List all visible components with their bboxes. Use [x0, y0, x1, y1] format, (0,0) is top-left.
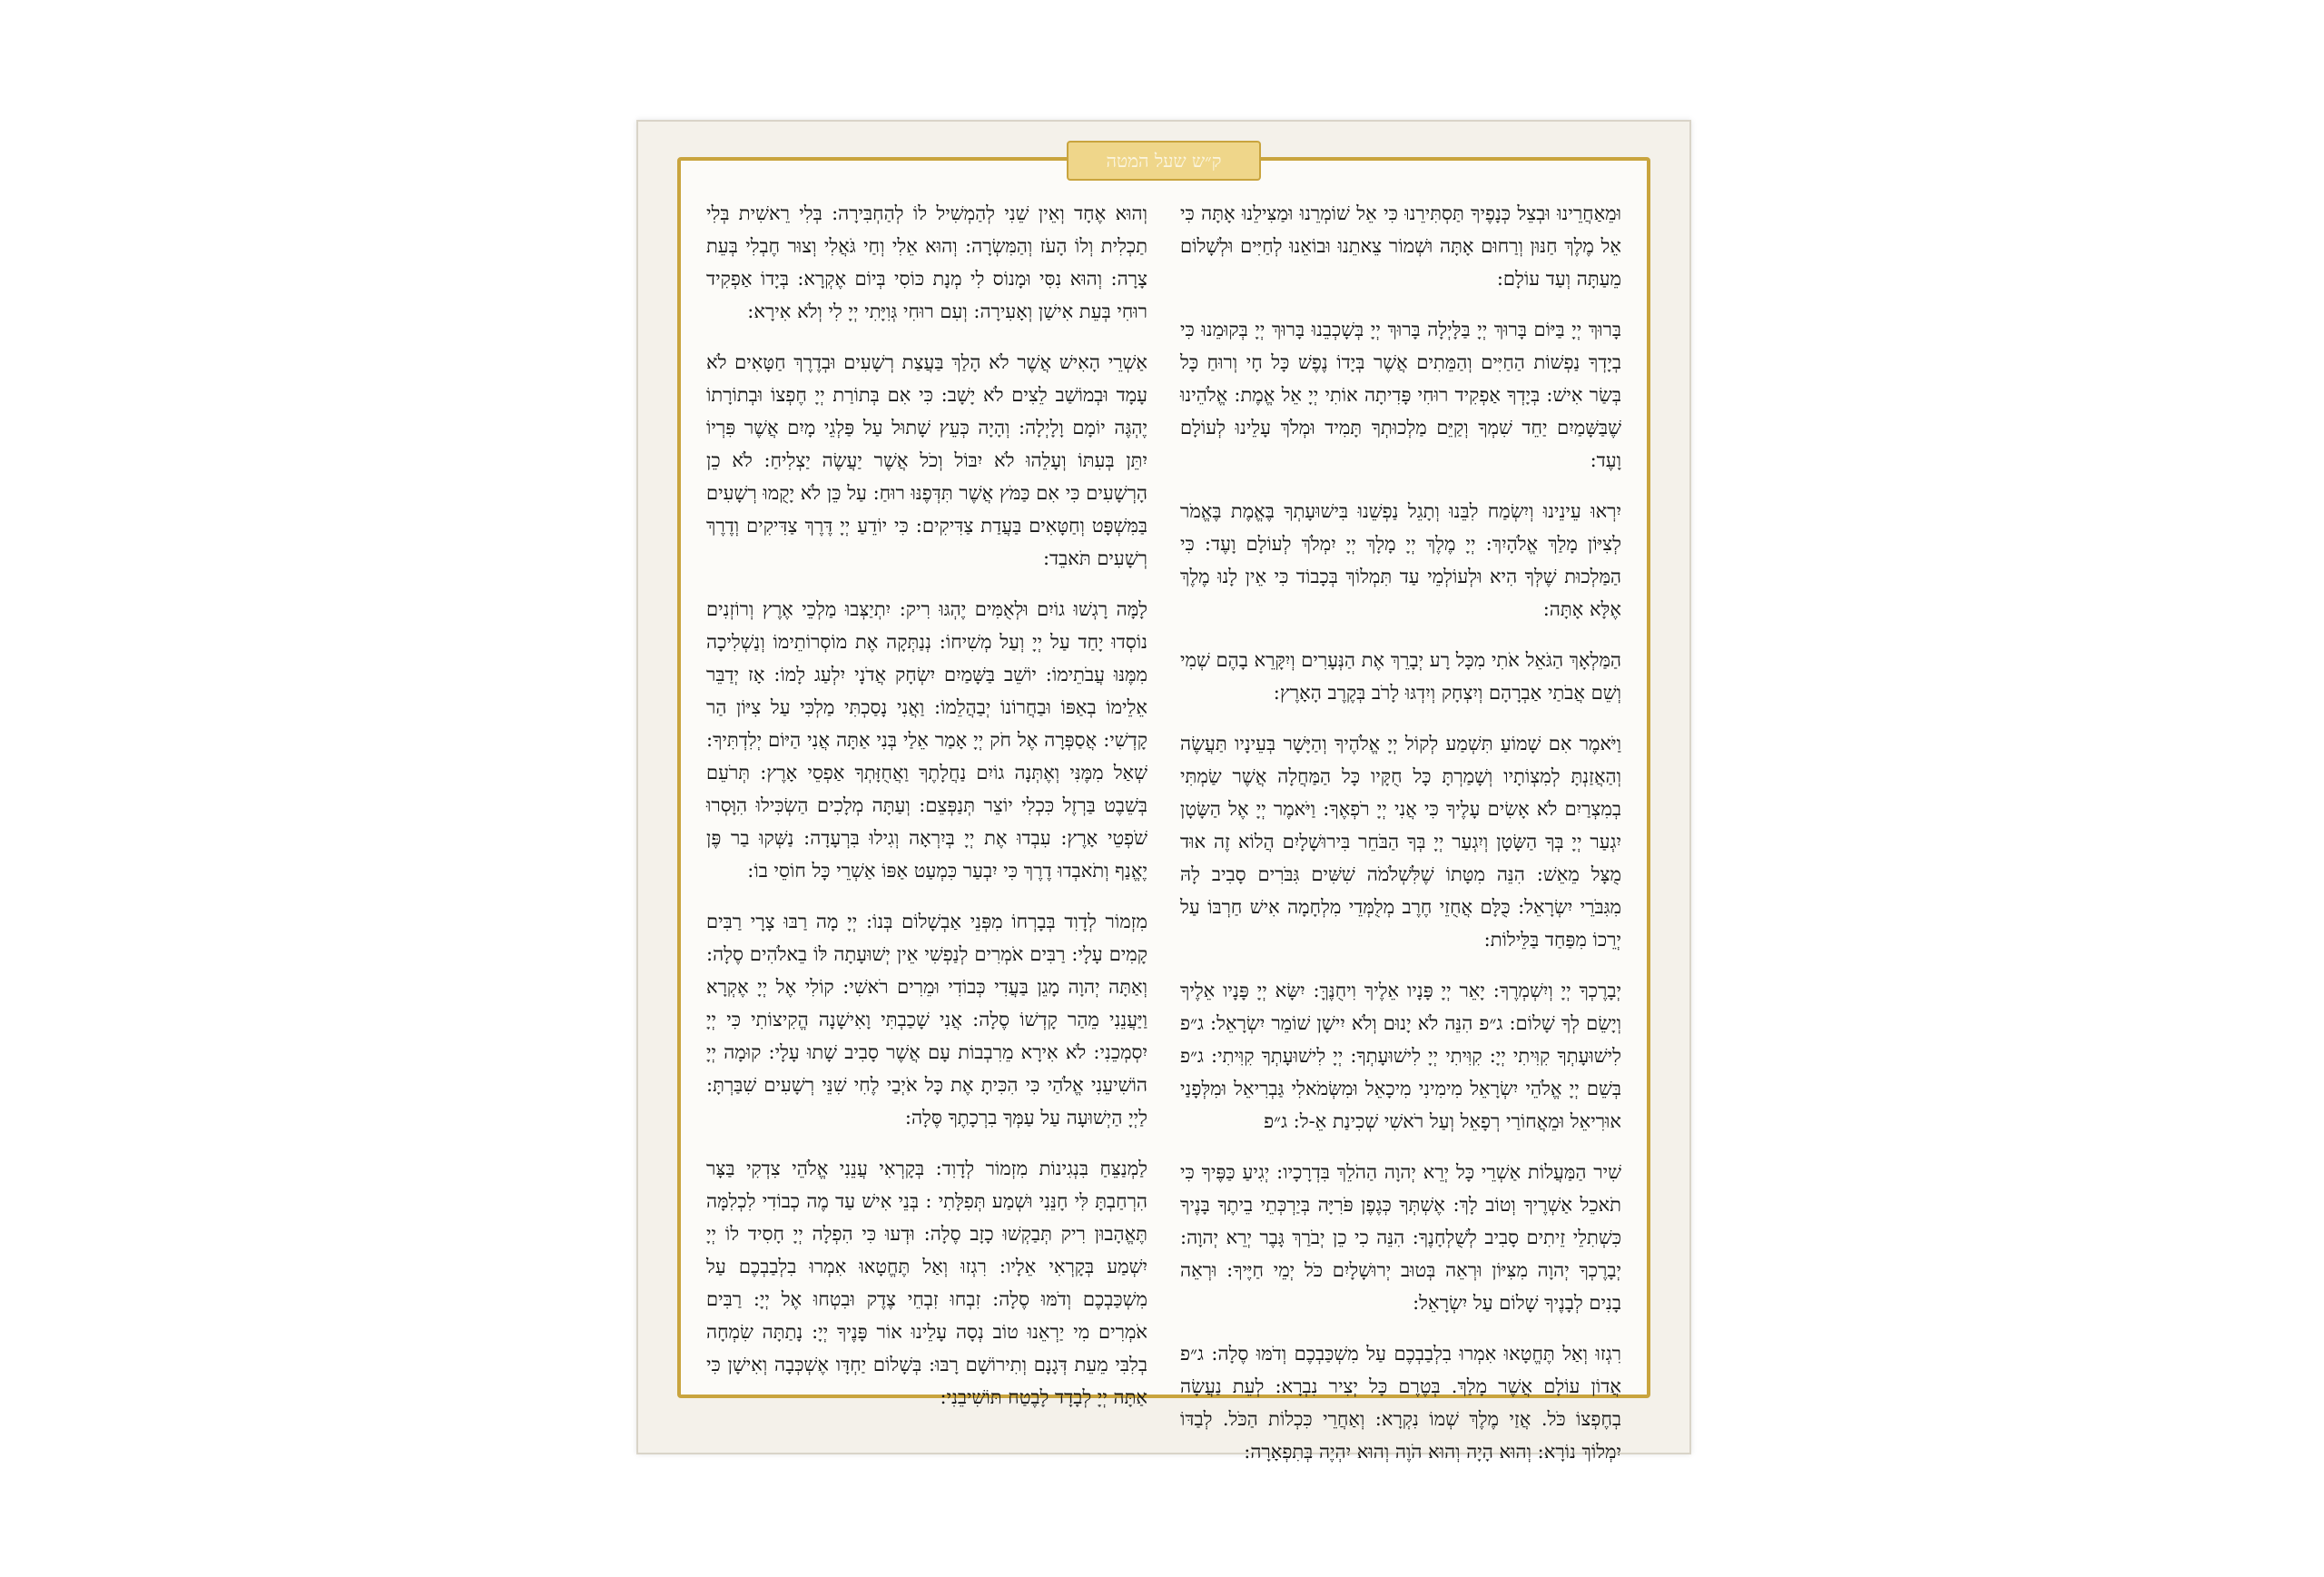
right-text-column [1180, 197, 1621, 1463]
paragraph: לָמָּה רָגְשׁוּ גוֹיִם וּלְאֻמִּים יֶהְגּוּ רִיק: יִתְיַצְּבוּ מַלְכֵי אֶרֶץ וְרוֹזְנִים נוֹסְדוּ יָחַד עַל יְיָ וְעַל מְשִׁיחוֹ: נְנַתְּקָה אֶת מוֹסְרוֹתֵימוֹ וְנַשְׁלִיכָה מִמֶּנּוּ עֲבֹתֵימוֹ: יוֹשֵׁב בַּשָּׁמַיִם יִשְׂחָק אֲדֹנָי יִלְעַג לָמוֹ: אָז יְדַבֵּר אֵלֵימוֹ בְאַפּוֹ וּבַחֲרוֹנוֹ יְבַהֲלֵמוֹ: וַאֲנִי נָסַכְתִּי מַלְכִּי עַל צִיּוֹן הַר קָדְשִׁי: אֲסַפְּרָה אֶל חֹק יְיָ אָמַר אֵלַי בְּנִי אַתָּה אֲנִי הַיּוֹם יְלִדְתִּיךָ: שְׁאַל מִמֶּנִּי וְאֶתְּנָה גוֹיִם נַחֲלָתֶךָ וַאֲחֻזָּתְךָ אַפְסֵי אָרֶץ: תְּרֹעֵם בְּשֵׁבֶט בַּרְזֶל כִּכְלִי יוֹצֵר תְּנַפְּצֵם: וְעַתָּה מְלָכִים הַשְׂכִּילוּ הִוָּסְרוּ שֹׁפְטֵי אָרֶץ: עִבְדוּ אֶת יְיָ בְּיִרְאָה וְגִילוּ בִּרְעָדָה: נַשְּׁקוּ בַר פֶּן יֶאֱנַף וְתֹאבְדוּ דֶרֶךְ כִּי יִבְעַר כִּמְעַט אַפּוֹ אַשְׁרֵי כָּל חוֹסֵי בוֹ: [706, 598, 1147, 882]
title-label [1067, 141, 1261, 181]
plaque-title: ק״ש שעל המטה [1106, 149, 1222, 172]
paragraph: שִׁיר הַמַּעֲלוֹת אַשְׁרֵי כָּל יְרֵא יְהוָה הַהֹלֵךְ בִּדְרָכָיו: יְגִיעַ כַּפֶּיךָ כִּי תֹאכֵל אַשְׁרֶיךָ וְטוֹב לָךְ: אֶשְׁתְּךָ כְּגֶפֶן פֹּרִיָּה בְּיַרְכְּתֵי בֵיתֶךָ בָּנֶיךָ כִּשְׁתִלֵי זֵיתִים סָבִיב לְשֻׁלְחָנֶךָ: הִנֵּה כִי כֵן יְבֹרַךְ גָּבֶר יְרֵא יְהוָה: יְבָרֶכְךָ יְהוָה מִצִּיּוֹן וּרְאֵה בְּטוּב יְרוּשָׁלָיִם כֹּל יְמֵי חַיֶּיךָ: וּרְאֵה בָנִים לְבָנֶיךָ שָׁלוֹם עַל יִשְׂרָאֵל: [1180, 1161, 1621, 1314]
paragraph: רִגְזוּ וְאַל תֶּחֱטָאוּ אִמְרוּ בִלְבַבְכֶם עַל מִשְׁכַּבְכֶם וְדֹמּוּ סֶלָה: ג״פ אֲדוֹן עוֹלָם אֲשֶׁר מָלַךְ. בְּטֶרֶם כָּל יְצִיר נִבְרָא: לְעֵת נַעֲשָׂה בְחֶפְצוֹ כֹּל. אֲזַי מֶלֶךְ שְׁמוֹ נִקְרָא: וְאַחֲרֵי כִּכְלוֹת הַכֹּל. לְבַדּוֹ יִמְלוֹךְ נוֹרָא: וְהוּא הָיָה וְהוּא הֹוֶה וְהוּא יִהְיֶה בְּתִפְאָרָה: [1180, 1343, 1621, 1463]
paragraph: לַמְנַצֵּחַ בִּנְגִינוֹת מִזְמוֹר לְדָוִד: בְּקָרְאִי עֲנֵנִי אֱלֹהֵי צִדְקִי בַּצָּר הִרְחַבְתָּ לִּי חָנֵּנִי וּשְׁמַע תְּפִלָּתִי : בְּנֵי אִישׁ עַד מֶה כְבוֹדִי לִכְלִמָּה תֶּאֱהָבוּן רִיק תְּבַקְשׁוּ כָזָב סֶלָה: וּדְעוּ כִּי הִפְלָה יְיָ חָסִיד לוֹ יְיָ יִשְׁמַע בְּקָרְאִי אֵלָיו: רִגְזוּ וְאַל תֶּחֱטָאוּ אִמְרוּ בִלְבַבְכֶם עַל מִשְׁכַּבְכֶם וְדֹמּוּ סֶלָה: זִבְחוּ זִבְחֵי צֶדֶק וּבִטְחוּ אֶל יְיָ: רַבִּים אֹמְרִים מִי יַרְאֵנוּ טוֹב נְסָה עָלֵינוּ אוֹר פָּנֶיךָ יְיָ: נָתַתָּה שִׂמְחָה בְלִבִּי מֵעֵת דְּגָנָם וְתִירוֹשָׁם רָבּוּ: בְּשָׁלוֹם יַחְדָּו אֶשְׁכְּבָה וְאִישָׁן כִּי אַתָּה יְיָ לְבָדָד לָבֶטַח תּוֹשִׁיבֵנִי: [706, 1158, 1147, 1408]
left-text-column [706, 197, 1147, 1408]
paragraph: וּמֵאַחֲרֵינוּ וּבְצֵל כְּנָפֶיךָ תַּסְתִּירֵנוּ כִּי אֵל שׁוֹמְרֵנוּ וּמַצִּילֵנוּ אָתָּה כִּי אֵל מֶלֶךְ חַנּוּן וְרַחוּם אָתָּה וּשְׁמוֹר צֵאתֵנוּ וּבוֹאֵנוּ לְחַיִּים וּלְשָׁלוֹם מֵעַתָּה וְעַד עוֹלָם: [1180, 202, 1621, 290]
paragraph: וְהוּא אֶחָד וְאֵין שֵׁנִי לְהַמְשִׁיל לוֹ לְהַחְבִּירָה: בְּלִי רֵאשִׁית בְּלִי תַכְלִית וְלוֹ הָעֹז וְהַמִּשְׂרָה: וְהוּא אֵלִי וְחַי גֹּאֲלִי וְצוּר חֶבְלִי בְּעֵת צָרָה: וְהוּא נִסִּי וּמָנוֹס לִי מְנָת כּוֹסִי בְּיוֹם אֶקְרָא: בְּיָדוֹ אַפְקִיד רוּחִי בְּעֵת אִישַׁן וְאָעִירָה: וְעִם רוּחִי גְּוִיָּתִי יְיָ לִי וְלֹא אִירָא: [706, 202, 1147, 322]
paragraph: בָּרוּךְ יְיָ בַּיּוֹם בָּרוּךְ יְיָ בַּלָּיְלָה בָּרוּךְ יְיָ בְּשָׁכְבֵנוּ בָּרוּךְ יְיָ בְּקוּמֵנוּ כִּי בְיָדְךָ נַפְשׁוֹת הַחַיִּים וְהַמֵּתִים אֲשֶׁר בְּיָדוֹ נֶפֶשׁ כָּל חָי וְרוּחַ כָּל בְּשַׂר אִישׁ: בְּיָדְךָ אַפְקִיד רוּחִי פָּדִיתָה אוֹתִי יְיָ אֵל אֱמֶת: אֱלֹהֵינוּ שֶׁבַּשָּׁמַיִם יַחֵד שִׁמְךָ וְקַיֵּם מַלְכוּתְךָ תָּמִיד וּמְלֹךְ עָלֵינוּ לְעוֹלָם וָעֶד: [1180, 319, 1621, 471]
paragraph: הַמַּלְאָךְ הַגֹּאֵל אֹתִי מִכָּל רָע יְבָרֵךְ אֶת הַנְּעָרִים וְיִקָּרֵא בָהֶם שְׁמִי וְשֵׁם אֲבֹתַי אַבְרָהָם וְיִצְחָק וְיִדְגּוּ לָרֹב בְּקֶרֶב הָאָרֶץ: [1180, 649, 1621, 704]
paragraph: יְבָרֶכְךָ יְיָ וְיִשְׁמְרֶךָ: יָאֵר יְיָ פָּנָיו אֵלֶיךָ וִיחֻנֶּךָּ: יִשָּׂא יְיָ פָּנָיו אֵלֶיךָ וְיָשֵׂם לְךָ שָׁלוֹם: ג״פ הִנֵּה לֹא יָנוּם וְלֹא יִישָׁן שׁוֹמֵר יִשְׂרָאֵל: ג״פ לִישׁוּעָתְךָ קִוִּיתִי יְיָ: קִוִּיתִי יְיָ לִישׁוּעָתְךָ: יְיָ לִישׁוּעָתְךָ קִוִּיתִי: ג״פ בְּשֵׁם יְיָ אֱלֹהֵי יִשְׂרָאֵל מִימִינִי מִיכָאֵל וּמִשְּׂמֹאלִי גַּבְרִיאֵל וּמִלְּפָנַי אוּרִיאֵל וּמֵאֲחוֹרַי רְפָאֵל וְעַל רֹאשִׁי שְׁכִינַת אֵ-ל: ג״פ [1180, 980, 1621, 1132]
paragraph: אַשְׁרֵי הָאִישׁ אֲשֶׁר לֹא הָלַךְ בַּעֲצַת רְשָׁעִים וּבְדֶרֶךְ חַטָּאִים לֹא עָמָד וּבְמוֹשַׁב לֵצִים לֹא יָשָׁב: כִּי אִם בְּתוֹרַת יְיָ חֶפְצוֹ וּבְתוֹרָתוֹ יֶהְגֶּה יוֹמָם וָלָיְלָה: וְהָיָה כְּעֵץ שָׁתוּל עַל פַּלְגֵי מָיִם אֲשֶׁר פִּרְיוֹ יִתֵּן בְּעִתּוֹ וְעָלֵהוּ לֹא יִבּוֹל וְכֹל אֲשֶׁר יַעֲשֶׂה יַצְלִיחַ: לֹא כֵן הָרְשָׁעִים כִּי אִם כַּמֹּץ אֲשֶׁר תִּדְּפֶנּוּ רוּחַ: עַל כֵּן לֹא יָקֻמוּ רְשָׁעִים בַּמִּשְׁפָּט וְחַטָּאִים בַּעֲדַת צַדִּיקִים: כִּי יוֹדֵעַ יְיָ דֶּרֶךְ צַדִּיקִים וְדֶרֶךְ רְשָׁעִים תֹּאבֵד: [706, 351, 1147, 569]
prayer-plaque [636, 120, 1691, 1463]
paragraph: יִרְאוּ עֵינֵינוּ וְיִשְׂמַח לִבֵּנוּ וְתָגֵל נַפְשֵׁנוּ בִּישׁוּעָתְךָ בֶּאֱמֶת בֶּאֱמֹר לְצִיּוֹן מָלַךְ אֱלֹהָיִךְ: יְיָ מֶלֶךְ יְיָ מָלָךְ יְיָ יִמְלֹךְ לְעוֹלָם וָעֶד: כִּי הַמַּלְכוּת שֶׁלְּךָ הִיא וּלְעוֹלְמֵי עַד תִּמְלוֹךְ בְּכָבוֹד כִּי אֵין לָנוּ מֶלֶךְ אֶלָּא אָתָּה: [1180, 500, 1621, 620]
gold-frame [677, 149, 1650, 1463]
paragraph: מִזְמוֹר לְדָוִד בְּבָרְחוֹ מִפְּנֵי אַבְשָׁלוֹם בְּנוֹ: יְיָ מָה רַבּוּ צָרָי רַבִּים קָמִים עָלָי: רַבִּים אֹמְרִים לְנַפְשִׁי אֵין יְשׁוּעָתָה לּוֹ בֵאלֹהִים סֶלָה: וְאַתָּה יְהוָה מָגֵן בַּעֲדִי כְּבוֹדִי וּמֵרִים רֹאשִׁי: קוֹלִי אֶל יְיָ אֶקְרָא וַיַּעֲנֵנִי מֵהַר קָדְשׁוֹ סֶלָה: אֲנִי שָׁכַבְתִּי וָאִישָׁנָה הֱקִיצוֹתִי כִּי יְיָ יִסְמְכֵנִי: לֹא אִירָא מֵרִבְבוֹת עָם אֲשֶׁר סָבִיב שָׁתוּ עָלָי: קוּמָה יְיָ הוֹשִׁיעֵנִי אֱלֹהַי כִּי הִכִּיתָ אֶת כָּל אֹיְבַי לֶחִי שִׁנֵּי רְשָׁעִים שִׁבַּרְתָּ: לַיְיָ הַיְשׁוּעָה עַל עַמְּךָ בִרְכָתֶךָ סֶּלָה: [706, 911, 1147, 1129]
paragraph: וַיֹּאמֶר אִם שָׁמוֹעַ תִּשְׁמַע לְקוֹל יְיָ אֱלֹהֶיךָ וְהַיָּשָׁר בְּעֵינָיו תַּעֲשֶׂה וְהַאֲזַנְתָּ לְמִצְוֹתָיו וְשָׁמַרְתָּ כָּל חֻקָּיו כָּל הַמַּחֲלָה אֲשֶׁר שַׂמְתִּי בְמִצְרַיִם לֹא אָשִׂים עָלֶיךָ כִּי אֲנִי יְיָ רֹפְאֶךָ: וַיֹּאמֶר יְיָ אֶל הַשָּׂטָן יִגְעַר יְיָ בְּךָ הַשָּׂטָן וְיִגְעַר יְיָ בְּךָ הַבֹּחֵר בִּירוּשָׁלָיִם הֲלוֹא זֶה אוּד מֻצָּל מֵאֵשׁ: הִנֵּה מִטָּתוֹ שֶׁלִּשְׁלֹמֹה שִׁשִּׁים גִּבֹּרִים סָבִיב לָהּ מִגִּבֹּרֵי יִשְׂרָאֵל: כֻּלָּם אֲחֻזֵי חֶרֶב מְלֻמְּדֵי מִלְחָמָה אִישׁ חַרְבּוֹ עַל יְרֵכוֹ מִפַּחַד בַּלֵּילוֹת: [1180, 733, 1621, 951]
